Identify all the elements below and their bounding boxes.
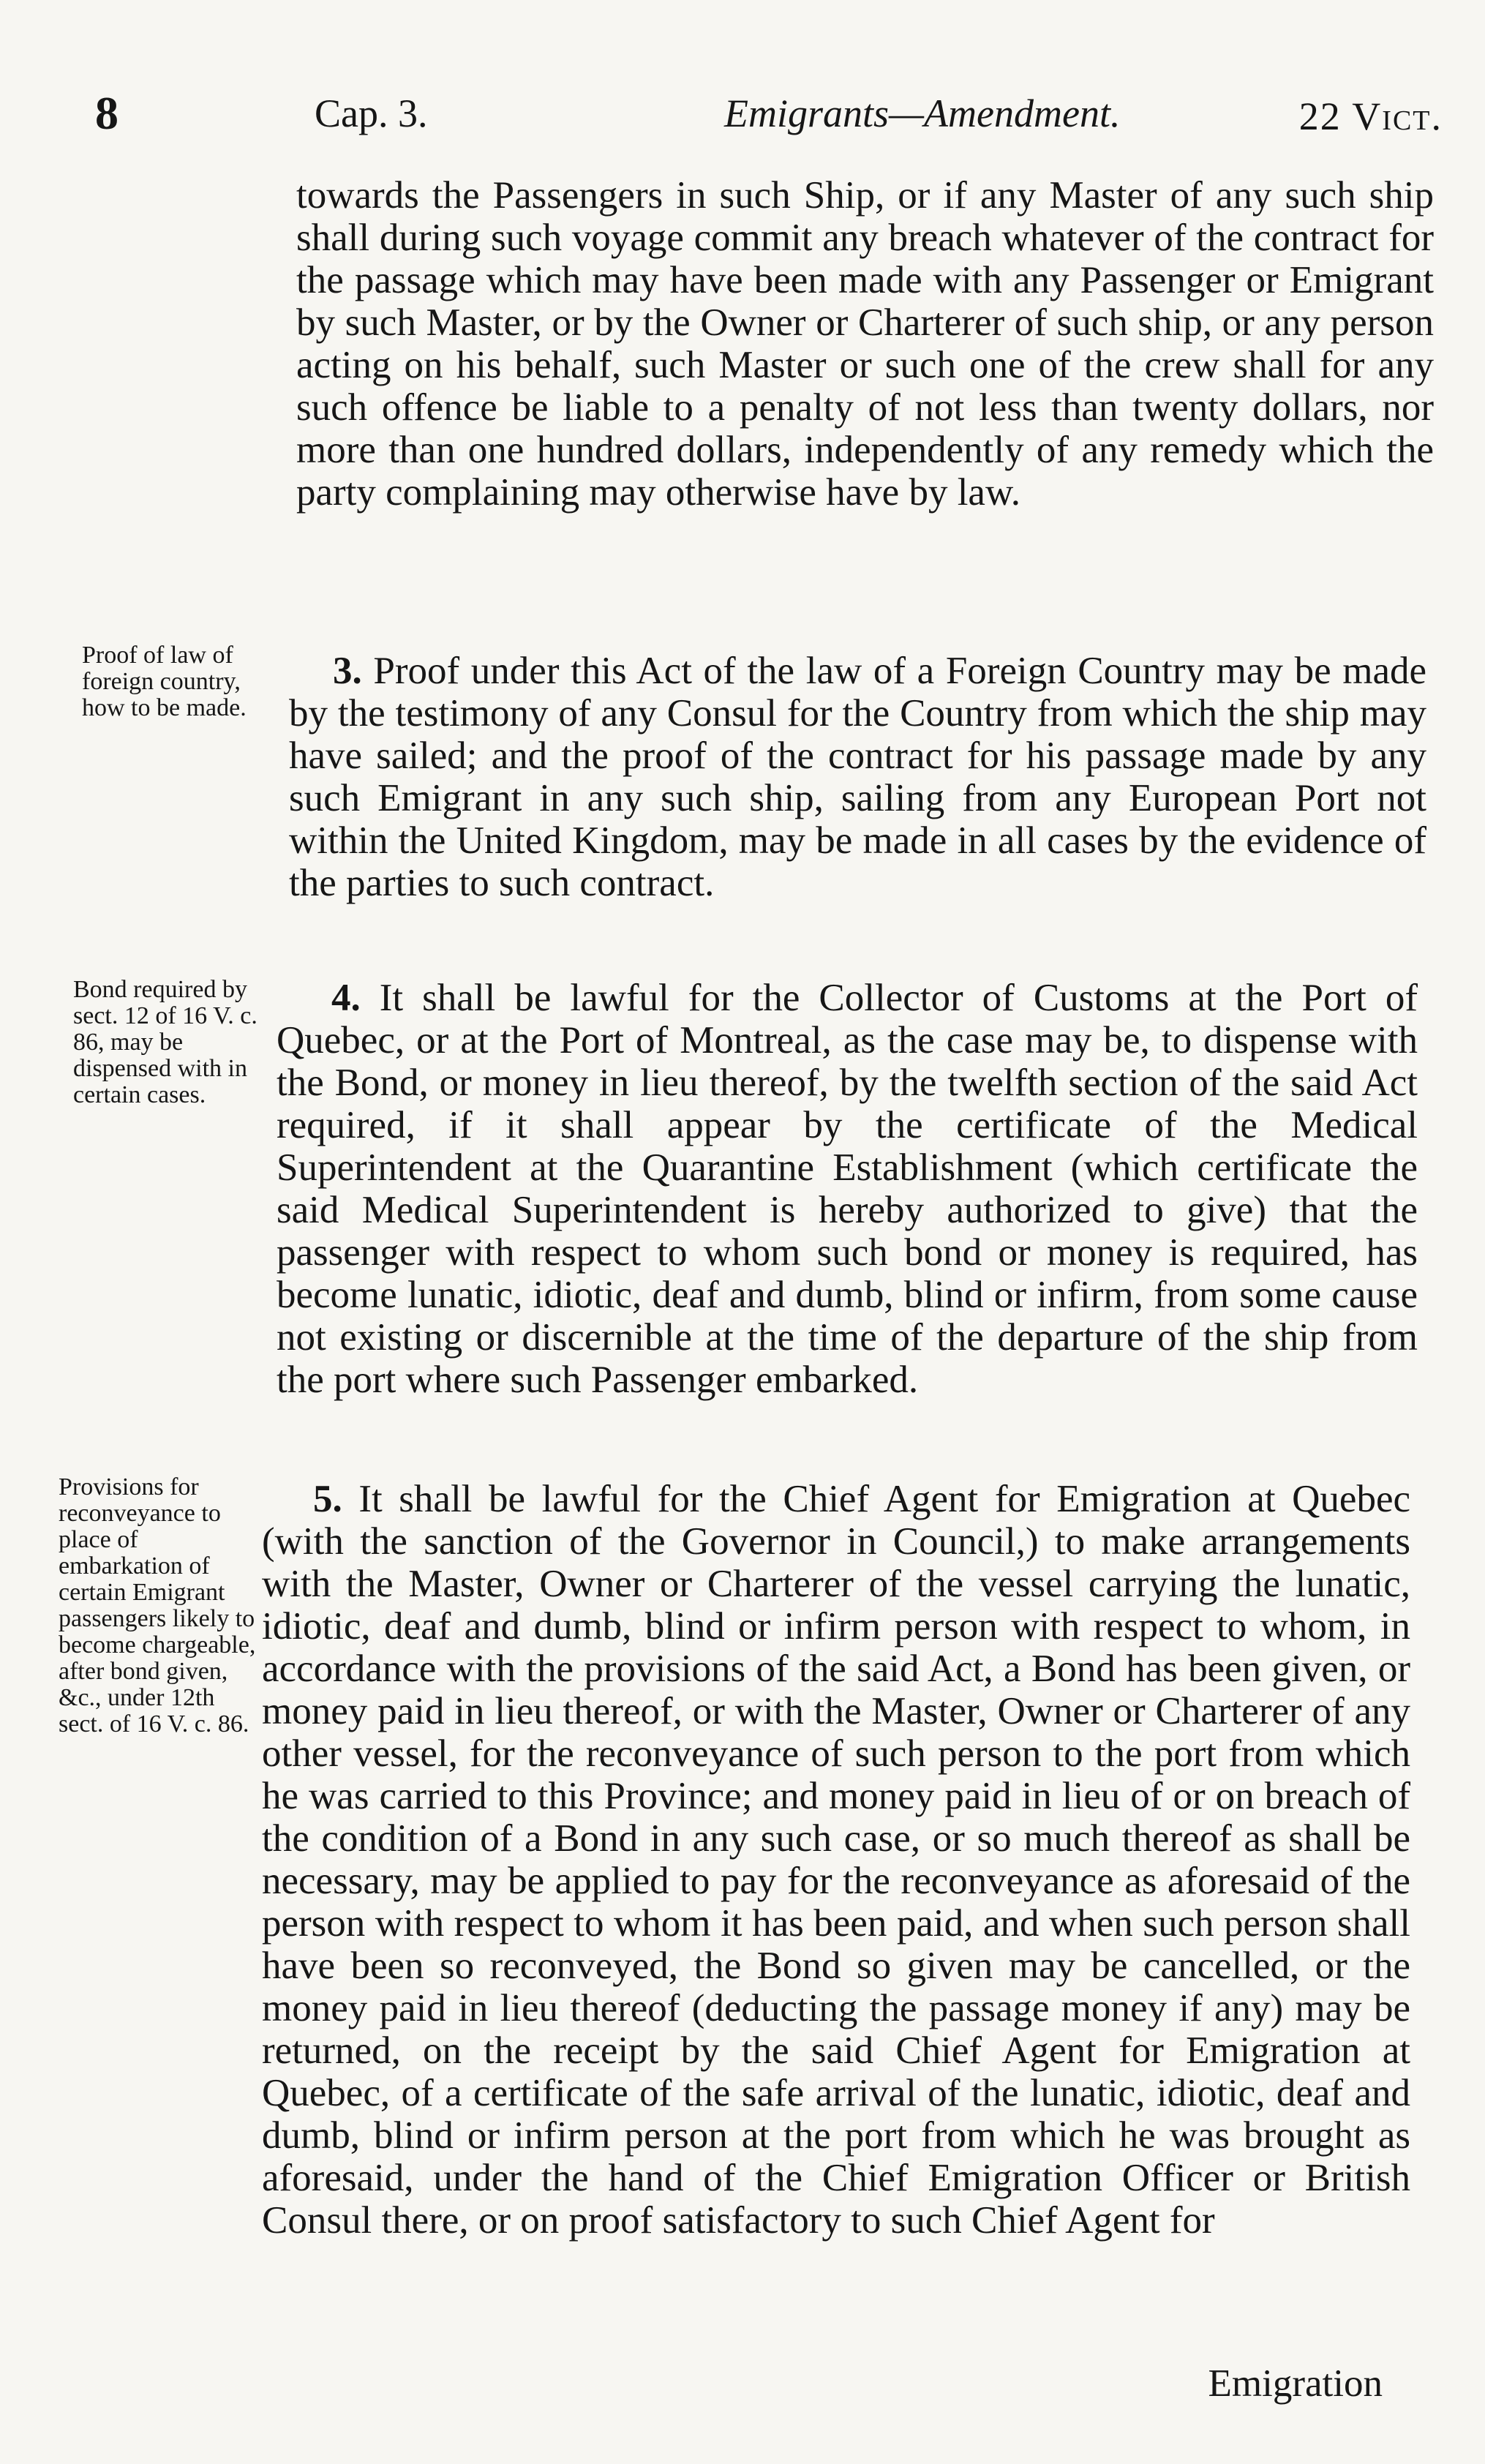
section-3-paragraph: [289, 650, 1426, 904]
catchword: Emigration: [1208, 2362, 1383, 2405]
chapter-label: Cap. 3.: [315, 91, 428, 135]
page-number: 8: [95, 87, 119, 139]
continuation-paragraph: [296, 174, 1434, 514]
running-title: Emigrants—Amendment.: [724, 91, 1121, 135]
regnal-year: 22 Vict.: [1298, 94, 1443, 138]
running-header: [95, 86, 1443, 145]
marginal-note-section-5: Provisions for reconveyance to place of embarkation of certain Emigrant passengers likely to become chargeable, after bond given, &c., under 12th sect. of 16 V. c. 86.: [59, 1473, 256, 1738]
marginal-note-section-3: Proof of law of foreign country, how to be made.: [82, 642, 247, 721]
section-5-paragraph: [262, 1478, 1410, 2242]
section-5-text: It shall be lawful for the Chief Agent for Emigration at Quebec (with the sanction of the Governor in Council,) to make arrangements with the Master, Owner or Charterer of the vessel carrying the lunatic, idiotic, deaf and dumb, blind or infirm person with respect to whom, in accordance with the provisions of the said Act, a Bond has been given, or money paid in lieu thereof, or with the Master, Owner or Charterer of any other vessel, for the reconveyance of such person to the port from which he was carried to this Province; and money paid in lieu of or on breach of the condition of a Bond in any such case, or so much thereof as shall be necessary, may be applied to pay for the reconveyance as aforesaid of the person with respect to whom it has been paid, and when such person shall have been so reconveyed, the Bond so given may be cancelled, or the money paid in lieu thereof (deducting the passage money if any) may be returned, on the receipt by the said Chief Agent for Emigration at Quebec, of a certificate of the safe arrival of the lunatic, idiotic, deaf and dumb, blind or infirm person at the port from which he was brought as aforesaid, under the hand of the Chief Emigration Officer or British Consul there, or on proof satisfactory to such Chief Agent for: [262, 1478, 1410, 2242]
continuation-text: towards the Passengers in such Ship, or if any Master of any such ship shall during such voyage commit any breach whatever of the contract for the passage which may have been made with any Passenger or Emigrant by such Master, or by the Owner or Charterer of such ship, or any person acting on his behalf, such Master or such one of the crew shall for any such offence be liable to a penalty of not less than twenty dollars, nor more than one hundred dollars, independently of any remedy which the party complaining may otherwise have by law.: [296, 174, 1434, 514]
section-5-number: 5.: [313, 1478, 342, 1520]
section-4: [277, 977, 1418, 1401]
section-5: [262, 1478, 1410, 2242]
section-3: [289, 650, 1426, 904]
section-4-paragraph: [277, 977, 1418, 1401]
section-3-number: 3.: [333, 650, 362, 692]
marginal-note-section-4: Bond required by sect. 12 of 16 V. c. 86, may be dispensed with in certain cases.: [73, 976, 257, 1108]
section-3-text: Proof under this Act of the law of a Foreign Country may be made by the testimony of any Consul for the Country from which the ship may have sailed; and the proof of the contract for his passage made by any such Emigrant in any such ship, sailing from any European Port not within the United Kingdom, may be made in all cases by the evidence of the parties to such contract.: [289, 650, 1426, 904]
section-4-text: It shall be lawful for the Collector of Customs at the Port of Quebec, or at the Port of Montreal, as the case may be, to dispense with the Bond, or money in lieu thereof, by the twelfth section of the said Act required, if it shall appear by the certificate of the Medical Superintendent at the Quarantine Establishment (which certificate the said Medical Superintendent is hereby authorized to give) that the passenger with respect to whom such bond or money is required, has become lunatic, idiotic, deaf and dumb, blind or infirm, from some cause not existing or discernible at the time of the departure of the ship from the port where such Passenger embarked.: [277, 977, 1418, 1401]
section-4-number: 4.: [331, 977, 361, 1019]
